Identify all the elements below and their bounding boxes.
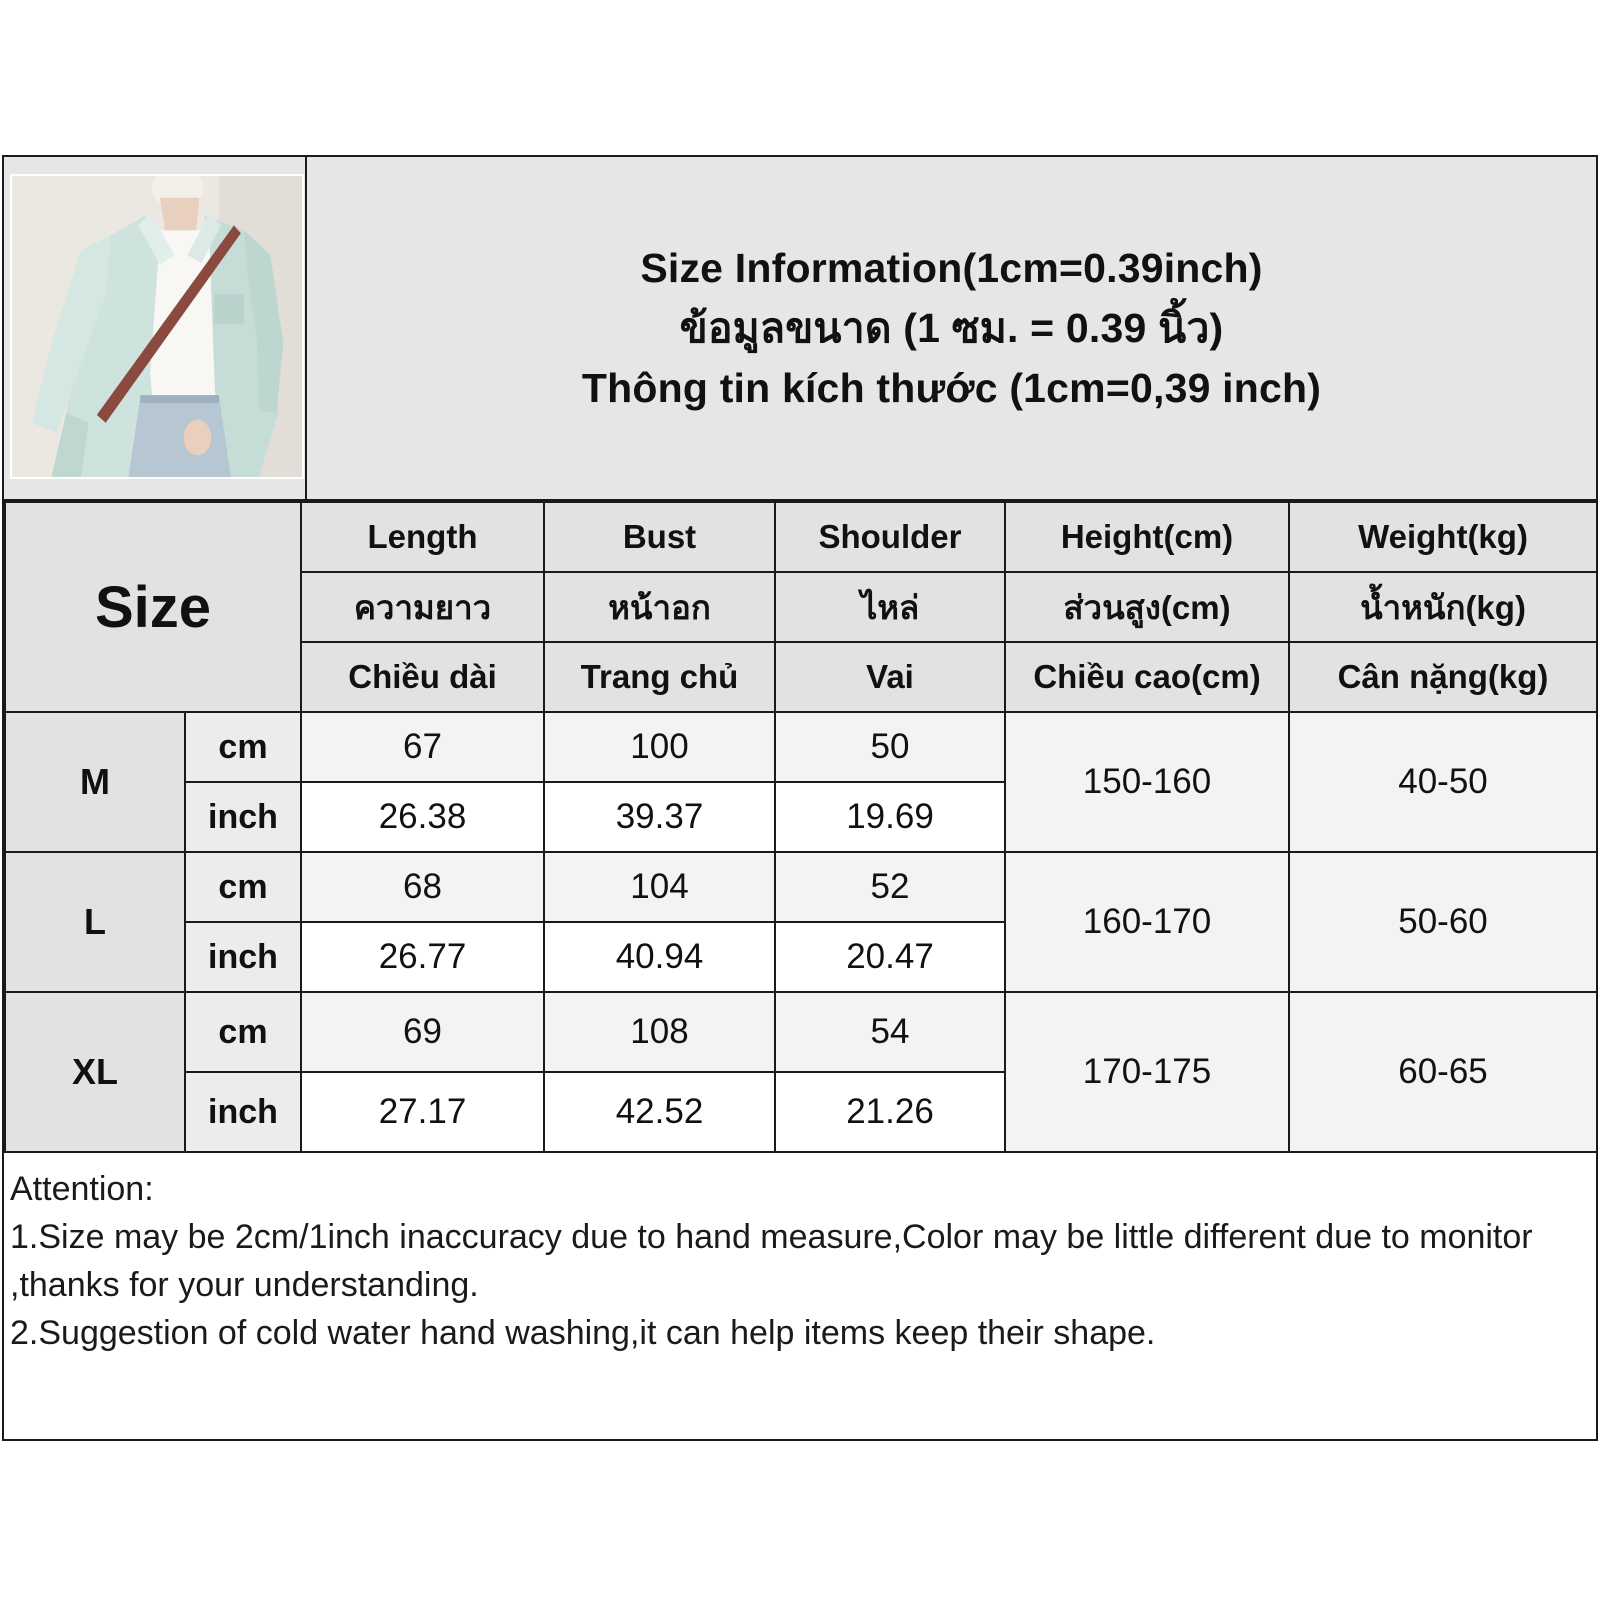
m-weight: 40-50 — [1289, 712, 1597, 852]
header-shoulder-vi: Vai — [775, 642, 1005, 712]
size-label-l: L — [5, 852, 185, 992]
size-table — [4, 501, 1598, 1153]
l-shoulder-cm: 52 — [775, 852, 1005, 922]
title-vietnamese: Thông tin kích thước (1cm=0,39 inch) — [581, 365, 1322, 411]
note-item: 2.Suggestion of cold water hand washing,it can help items keep their shape. — [10, 1314, 1156, 1352]
m-bust-cm: 100 — [544, 712, 775, 782]
header-weight-th: น้ำหนัก(kg) — [1289, 572, 1597, 642]
product-photo-image — [12, 176, 302, 477]
unit-cm: cm — [185, 992, 301, 1072]
l-length-inch: 26.77 — [301, 922, 544, 992]
header-height-en: Height(cm) — [1005, 502, 1289, 572]
l-length-cm: 68 — [301, 852, 544, 922]
header-row-english — [5, 502, 1597, 572]
header-shoulder-th: ไหล่ — [775, 572, 1005, 642]
header-length-en: Length — [301, 502, 544, 572]
m-bust-inch: 39.37 — [544, 782, 775, 852]
m-length-inch: 26.38 — [301, 782, 544, 852]
header-length-th: ความยาว — [301, 572, 544, 642]
size-label-xl: XL — [5, 992, 185, 1152]
header-bust-en: Bust — [544, 502, 775, 572]
xl-weight: 60-65 — [1289, 992, 1597, 1152]
l-shoulder-inch: 20.47 — [775, 922, 1005, 992]
unit-cm: cm — [185, 712, 301, 782]
l-height: 160-170 — [1005, 852, 1289, 992]
xl-length-inch: 27.17 — [301, 1072, 544, 1152]
header-weight-vi: Cân nặng(kg) — [1289, 642, 1597, 712]
size-chart-sheet — [2, 155, 1598, 1441]
title-english: Size Information(1cm=0.39inch) — [640, 245, 1263, 291]
title-thai: ข้อมูลขนาด (1 ซม. = 0.39 นิ้ว) — [679, 305, 1224, 351]
header-length-vi: Chiều dài — [301, 642, 544, 712]
header-bust-th: หน้าอก — [544, 572, 775, 642]
m-shoulder-inch: 19.69 — [775, 782, 1005, 852]
l-bust-inch: 40.94 — [544, 922, 775, 992]
header-shoulder-en: Shoulder — [775, 502, 1005, 572]
m-length-cm: 67 — [301, 712, 544, 782]
l-weight: 50-60 — [1289, 852, 1597, 992]
header-height-th: ส่วนสูง(cm) — [1005, 572, 1289, 642]
header-weight-en: Weight(kg) — [1289, 502, 1597, 572]
m-height: 150-160 — [1005, 712, 1289, 852]
header-height-vi: Chiều cao(cm) — [1005, 642, 1289, 712]
unit-inch: inch — [185, 782, 301, 852]
unit-cm: cm — [185, 852, 301, 922]
table-row — [5, 852, 1597, 922]
unit-inch: inch — [185, 922, 301, 992]
xl-height: 170-175 — [1005, 992, 1289, 1152]
xl-length-cm: 69 — [301, 992, 544, 1072]
unit-inch: inch — [185, 1072, 301, 1152]
xl-shoulder-inch: 21.26 — [775, 1072, 1005, 1152]
size-label-m: M — [5, 712, 185, 852]
size-info-header — [307, 157, 1596, 501]
header-bust-vi: Trang chủ — [544, 642, 775, 712]
xl-bust-cm: 108 — [544, 992, 775, 1072]
product-photo-cell — [4, 157, 307, 501]
note-item: 1.Size may be 2cm/1inch inaccuracy due to hand measure,Color may be little different due to monitor ,thanks for your understanding. — [10, 1218, 1533, 1304]
product-photo — [10, 174, 304, 479]
xl-shoulder-cm: 54 — [775, 992, 1005, 1072]
l-bust-cm: 104 — [544, 852, 775, 922]
xl-bust-inch: 42.52 — [544, 1072, 775, 1152]
size-column-header: Size — [5, 502, 301, 712]
notes-heading: Attention: — [10, 1170, 154, 1208]
table-row — [5, 992, 1597, 1072]
attention-notes — [10, 1165, 1590, 1357]
table-row — [5, 712, 1597, 782]
m-shoulder-cm: 50 — [775, 712, 1005, 782]
